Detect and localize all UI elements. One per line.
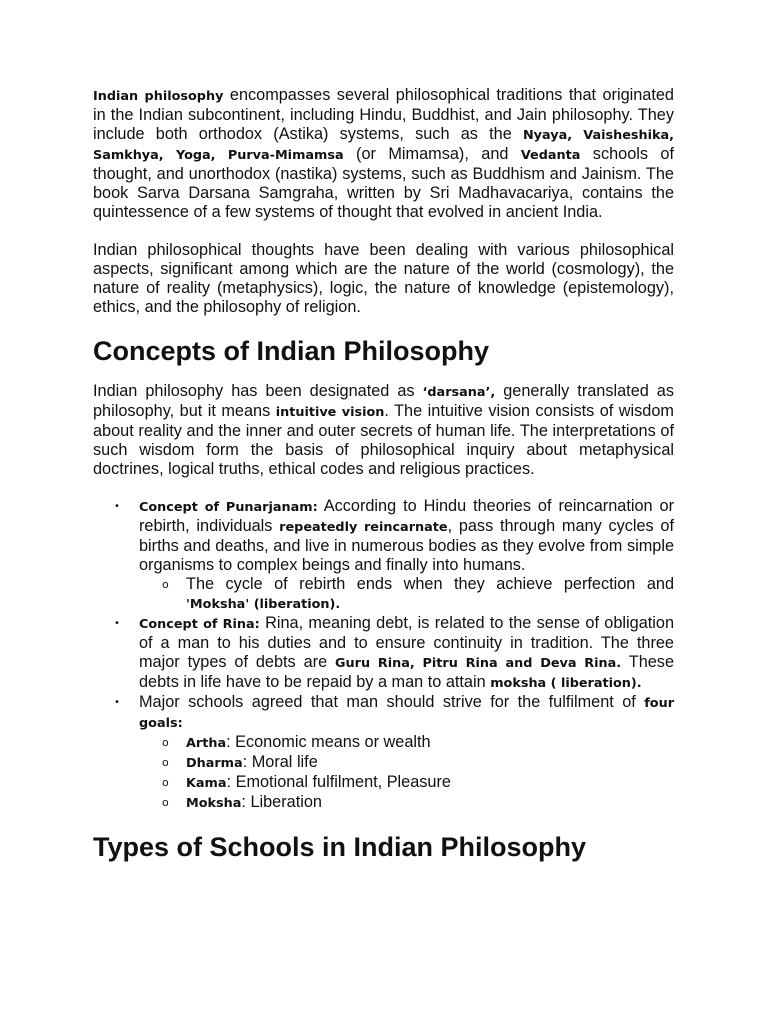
astika-schools: Nyaya, Vaisheshika, Samkhya, Yoga, Purva-Mimamsa [93, 128, 674, 163]
intuitive-vision-term: intuitive vision [275, 405, 385, 420]
goal-term: Artha [186, 736, 227, 751]
darsana-text: generally translated as philosophy, but it means [93, 382, 674, 420]
punarjanam-sublist [139, 575, 674, 614]
goals-text [139, 693, 674, 733]
rebirth-ends-text [186, 575, 674, 614]
vedanta-term: Vedanta [520, 148, 581, 163]
section-heading-types: Types of Schools in Indian Philosophy [93, 832, 587, 862]
list-item-moksha [162, 793, 674, 813]
bullet-icon: • [114, 618, 120, 629]
darsana-term: ‘darsana’, [422, 385, 496, 400]
rebirth-desc: The cycle of rebirth ends when they achieve perfection and [186, 575, 674, 593]
list-item-rina [114, 614, 675, 693]
sub-bullet-icon: o [162, 796, 169, 809]
darsana-paragraph [93, 382, 674, 479]
goal-desc: : Liberation [241, 793, 322, 811]
list-item-punarjanam [114, 497, 674, 614]
intro-text: encompasses several philosophical traditions that originated in the Indian subcontinent, including Hindu, Buddhist, and Jain philosophy. They include both orthodox (Astika) systems, such as the [93, 86, 674, 143]
goal-term: Dharma [186, 756, 243, 771]
goal-text [186, 733, 674, 753]
goal-term: Moksha [186, 796, 242, 811]
punarjanam-desc: According to Hindu theories of reincarnation or rebirth, individuals [139, 497, 674, 535]
list-item-kama [162, 773, 674, 793]
list-item-dharma [162, 753, 674, 773]
aspects-paragraph: Indian philosophical thoughts have been dealing with various philosophical aspects, significant among which are the nature of the world (cosmology), the nature of reality (metaphysics), logic, the nature of knowledge (epistemology), ethics, and the philosophy of religion. [93, 241, 674, 316]
moksha-term: 'Moksha' (liberation). [186, 597, 341, 612]
sub-bullet-icon: o [162, 578, 169, 591]
punarjanam-desc: , pass through many cycles of births and deaths, and live in numerous bodies as they evolve from simple organisms to complex beings and finally into humans. [139, 517, 674, 574]
intro-text: (or Mimamsa), and [343, 145, 521, 163]
intro-term: Indian philosophy [93, 89, 224, 104]
debt-types: Guru Rina, Pitru Rina and Deva Rina. [335, 656, 622, 671]
goal-desc: : Economic means or wealth [226, 733, 431, 751]
punarjanam-text [139, 497, 674, 575]
sub-bullet-icon: o [162, 776, 169, 789]
sub-bullet-icon: o [162, 736, 169, 749]
concepts-list [93, 497, 674, 813]
goal-text [186, 773, 674, 793]
section-heading-concepts: Concepts of Indian Philosophy [93, 336, 490, 366]
intro-text: schools of thought, and unorthodox (nastika) systems, such as Buddhism and Jainism. The book Sarva Darsana Samgraha, written by Sri Madhavacariya, contains the quintessence of a few systems of thought that evolved in ancient India. [93, 145, 674, 221]
four-goals-term: four goals: [139, 696, 674, 731]
moksha-liberation-term: moksha ( liberation). [490, 676, 642, 691]
punarjanam-label: Concept of Punarjanam: [139, 500, 318, 515]
goal-desc: : Emotional fulfilment, Pleasure [226, 773, 451, 791]
goals-desc: Major schools agreed that man should strive for the fulfilment of [139, 693, 645, 711]
bullet-icon: • [114, 697, 120, 708]
rina-text [139, 614, 674, 693]
darsana-text: . The intuitive vision consists of wisdom about reality and the inner and outer secrets of human life. The interpretations of such wisdom form the basis of philosophical inquiry about metaphysical doctrines, logical truths, ethical codes and religious practices. [93, 402, 674, 478]
goal-term: Kama [186, 776, 227, 791]
darsana-text: Indian philosophy has been designated as [93, 382, 423, 400]
bullet-icon: • [114, 501, 120, 512]
list-item-four-goals [114, 693, 674, 813]
goal-desc: : Moral life [242, 753, 318, 771]
document-page [93, 86, 674, 863]
rina-desc: Rina, meaning debt, is related to the sense of obligation of a man to his duties and to ensure continuity in tradition. The three major types of debts are [139, 614, 674, 671]
sub-bullet-icon: o [162, 756, 169, 769]
goals-sublist [139, 733, 674, 813]
rina-desc: These debts in life have to be repaid by a man to attain [139, 653, 675, 691]
goal-text [186, 793, 674, 813]
goal-text [186, 753, 674, 773]
list-item-artha [162, 733, 674, 753]
list-item-rebirth-ends [162, 575, 674, 614]
rina-label: Concept of Rina: [139, 617, 260, 632]
reincarnate-term: repeatedly reincarnate [279, 520, 448, 535]
intro-paragraph [93, 86, 674, 222]
